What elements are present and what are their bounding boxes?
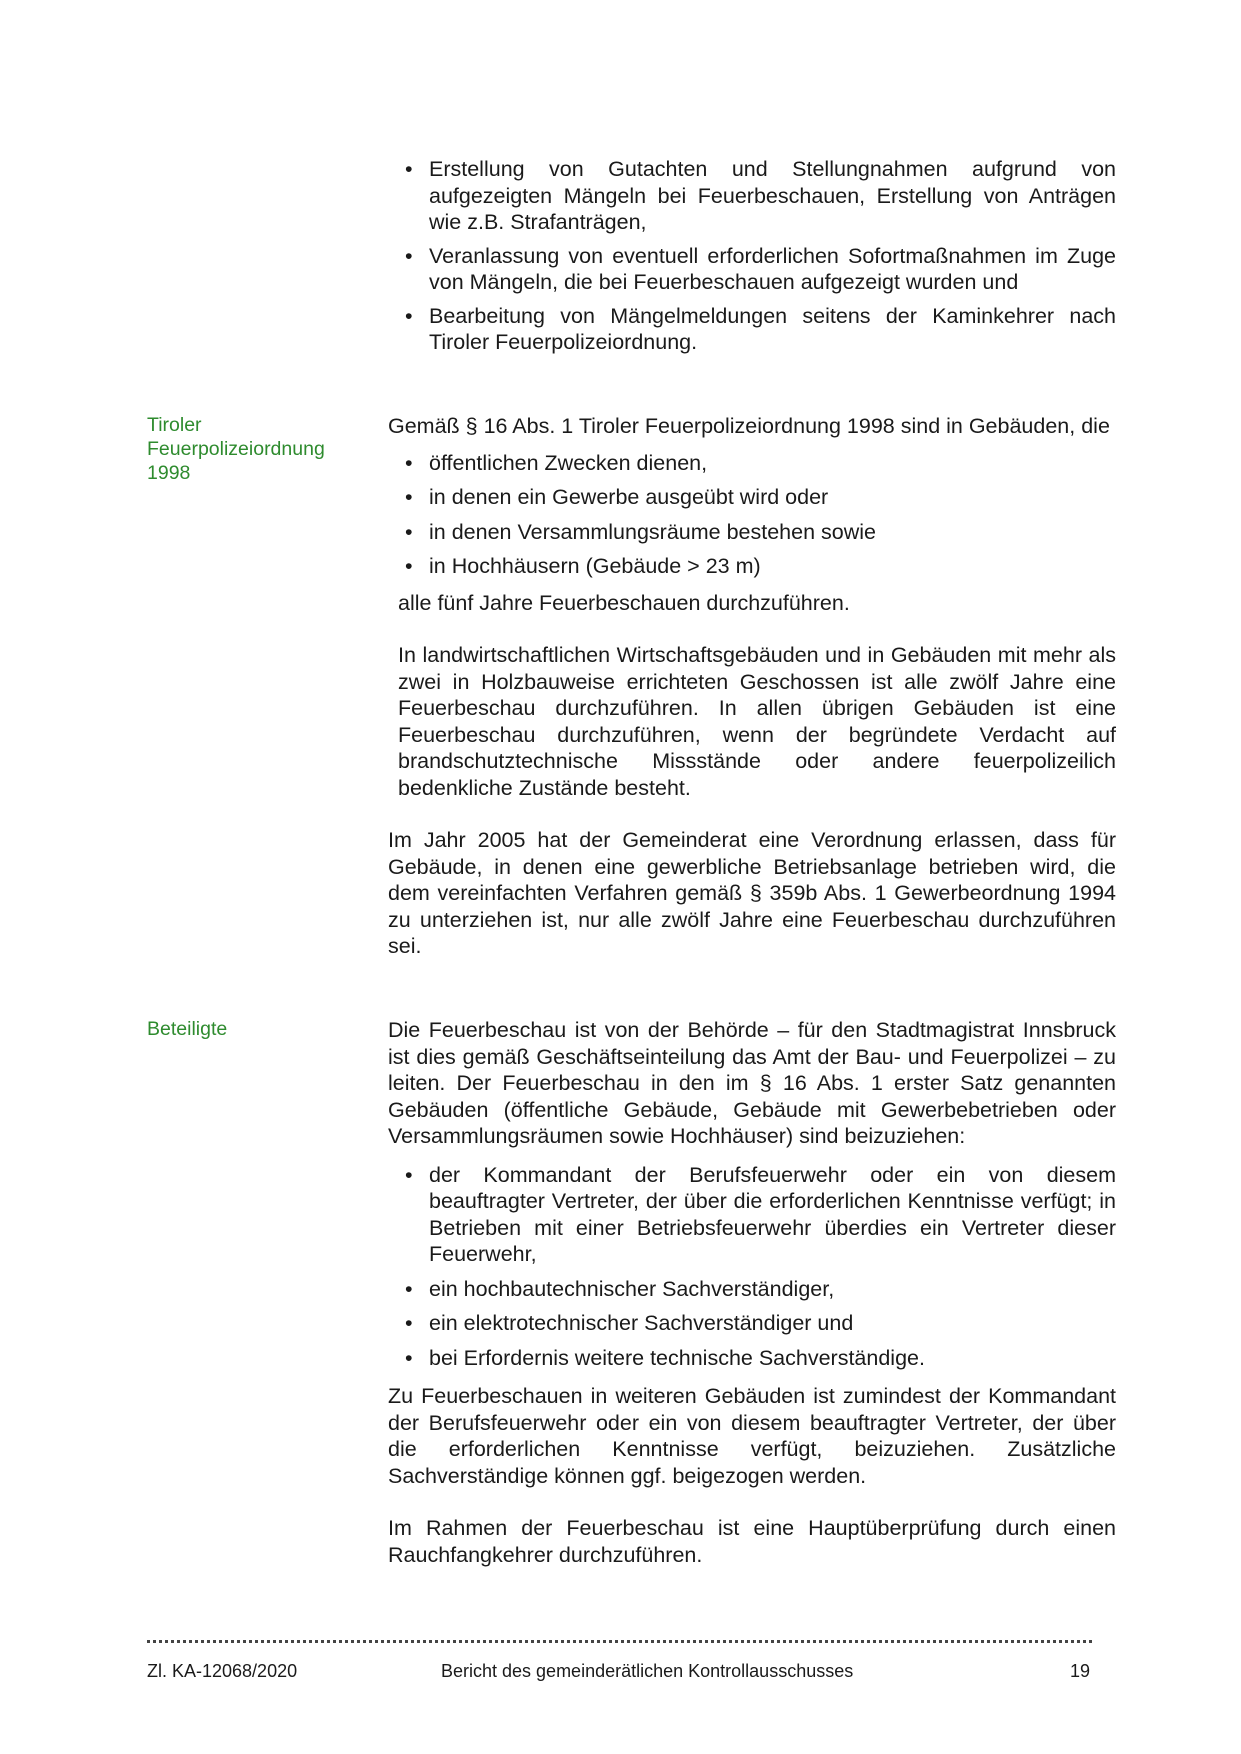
bullet-icon: •	[405, 303, 413, 328]
footer-divider	[147, 1640, 1092, 1643]
bullet-icon: •	[405, 1276, 413, 1301]
top-bullet-list	[388, 156, 1116, 356]
list-item: • öffentlichen Zwecken dienen,	[405, 450, 708, 475]
section1-intro: Gemäß § 16 Abs. 1 Tiroler Feuerpolizeiordnung 1998 sind in Gebäuden, die	[388, 414, 1110, 438]
section1-paragraph3: Im Jahr 2005 hat der Gemeinderat eine Verordnung erlassen, dass für Gebäude, in denen eine gewerbliche Betriebsanlage betrieben wird, die dem vereinfachten Verfahren gemäß § 359b Abs. 1 Gewerbeordnung 1994 zu unterziehen ist, nur alle zwölf Jahre eine Feuerbeschau durchzuführen sei.	[388, 828, 1116, 958]
sidebar-label-beteiligte: Beteiligte	[147, 1018, 228, 1040]
footer-reference: Zl. KA-12068/2020	[147, 1661, 298, 1681]
section2-intro: Die Feuerbeschau ist von der Behörde – für den Stadtmagistrat Innsbruck ist dies gemäß Geschäftseinteilung das Amt der Bau- und Feuerpolizei – zu leiten. Der Feuerbeschau in den im § 16 Abs. 1 erster Satz genannten Gebäuden (öffentliche Gebäude, Gebäude mit Gewerbebetrieben oder Versammlungsräumen sowie Hochhäuser) sind beizuziehen:	[388, 1018, 1116, 1148]
list-item: • ein hochbautechnischer Sachverständiger,	[405, 1276, 835, 1301]
bullet-icon: •	[405, 554, 413, 578]
bullet-icon: •	[405, 243, 413, 268]
list-item: • Bearbeitung von Mängelmeldungen seitens der Kaminkehrer nach Tiroler Feuerpolizeiordnung.	[405, 303, 1116, 354]
list-item: • in Hochhäusern (Gebäude > 23 m)	[405, 554, 761, 578]
bullet-icon: •	[405, 485, 413, 509]
section1-paragraph2: In landwirtschaftlichen Wirtschaftsgebäuden und in Gebäuden mit mehr als zwei in Holzbauweise errichteten Geschossen ist alle zwölf Jahre eine Feuerbeschau durchzuführen. In allen übrigen Gebäuden ist eine Feuerbeschau durchzuführen, wenn der begründete Verdacht auf brandschutztechnische Missstände oder andere feuerpolizeilich bedenkliche Zustände besteht.	[398, 643, 1116, 800]
section1-after-bullets: alle fünf Jahre Feuerbeschauen durchzuführen.	[398, 590, 850, 615]
page-number: 19	[1070, 1661, 1091, 1681]
sidebar-label-feuerpolizeiordnung: Tiroler Feuerpolizeiordnung 1998	[147, 414, 325, 484]
footer-title: Bericht des gemeinderätlichen Kontrollausschusses	[441, 1661, 854, 1681]
list-item: • Veranlassung von eventuell erforderlichen Sofortmaßnahmen im Zuge von Mängeln, die bei Feuerbeschauen aufgezeigt wurden und	[405, 243, 1116, 294]
list-item: • bei Erfordernis weitere technische Sachverständige.	[405, 1345, 925, 1370]
list-item: • der Kommandant der Berufsfeuerwehr oder ein von diesem beauftragter Vertreter, der über die erforderlichen Kenntnisse verfügt; in Betrieben mit einer Betriebsfeuerwehr überdies ein Vertreter dieser Feuerwehr,	[405, 1162, 1116, 1266]
bullet-icon: •	[405, 450, 413, 475]
bullet-icon: •	[405, 1311, 413, 1335]
section-feuerpolizeiordnung	[388, 413, 1116, 960]
list-item: • ein elektrotechnischer Sachverständiger und	[405, 1311, 854, 1335]
bullet-icon: •	[405, 1162, 413, 1187]
bullet-icon: •	[405, 157, 413, 181]
list-item: • in denen Versammlungsräume bestehen sowie	[405, 519, 876, 544]
section2-paragraph2: Zu Feuerbeschauen in weiteren Gebäuden ist zumindest der Kommandant der Berufsfeuerwehr oder ein von diesem beauftragter Vertreter, der über die erforderlichen Kenntnisse verfügt, beizuziehen. Zusätzliche Sachverständige können ggf. beigezogen werden.	[388, 1384, 1116, 1488]
section-beteiligte	[388, 1017, 1116, 1568]
list-item: • Erstellung von Gutachten und Stellungnahmen aufgrund von aufgezeigten Mängeln bei Feuerbeschauen, Erstellung von Anträgen wie z.B. Strafanträgen,	[405, 157, 1116, 234]
bullet-icon: •	[405, 1345, 413, 1370]
bullet-icon: •	[405, 519, 413, 544]
list-item: • in denen ein Gewerbe ausgeübt wird oder	[405, 485, 829, 509]
section2-paragraph3: Im Rahmen der Feuerbeschau ist eine Hauptüberprüfung durch einen Rauchfangkehrer durchzuführen.	[388, 1516, 1116, 1567]
